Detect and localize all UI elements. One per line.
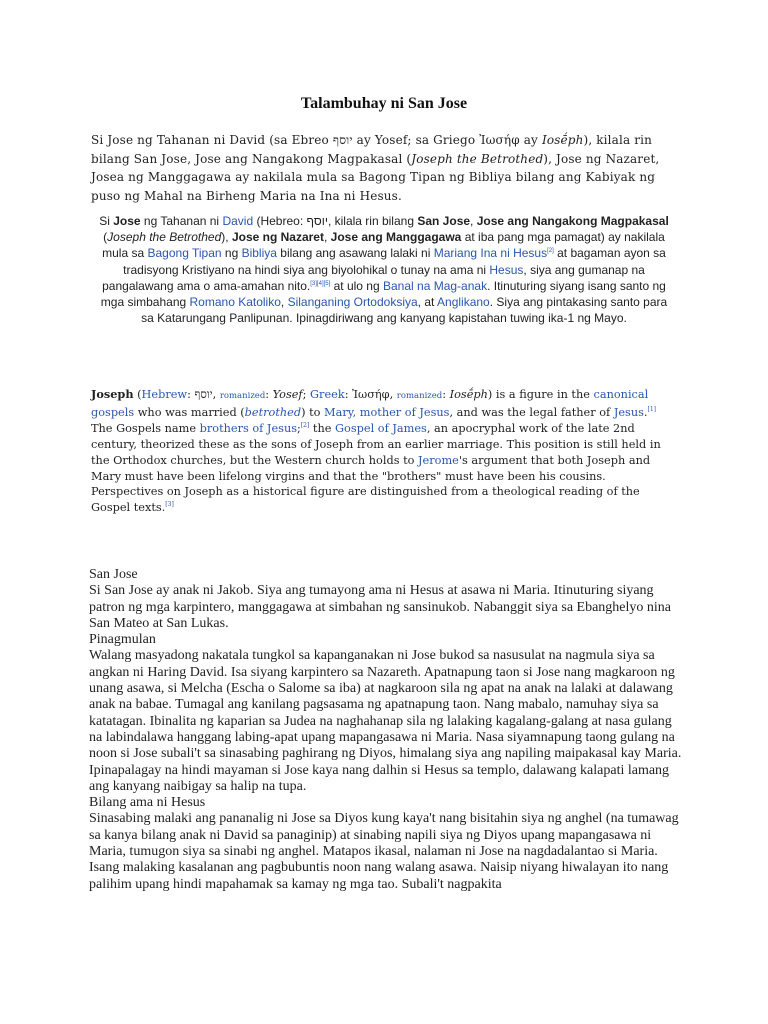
paragraph: Si San Jose ay anak ni Jakob. Siya ang tumayong ama ni Hesus at asawa ni Maria. Itinuturing siyang patron ng mga karpintero, manggagawa at simbahan ng sansinukob. Nabanggit siya sa Ebanghelyo nina San Mateo at San Lukas. [89,583,672,631]
excerpt-text: , [212,388,220,401]
link-david[interactable]: David [222,214,254,228]
excerpt-text: : [265,388,273,401]
excerpt-text: : [344,388,353,401]
heading-bilang-ama: Bilang ama ni Hesus [89,795,206,811]
link-hebrew[interactable]: Hebrew [141,388,188,401]
reference-marker[interactable]: [3] [165,501,174,509]
paragraph: Walang masyadong nakatala tungkol sa kapanganakan ni Jose bukod sa nasusulat na nagmula siya sa angkan ni Haring David. Isa siyang karpintero sa Nazareth. Apatnapung taon si Jose nang magkaroon ng unang asawa, si Melcha (Escha o Salome sa iba) at nagkaroon sila ng apat na anak na lalaki at dalawang anak na babae. Tumagal ang kanilang pagsasama ng apatnapung taon. Nang mabalo, namuhay siya sa katatagan. Ibinalita ng kaparian sa Judea na naghahanap sila ng lalaking kagalang-galang at nasa gulang na labindalawa hanggang labing-apat upang mapangasawa ni Maria. Nasa siyamnapung taong gulang na noon si Jose subali't sa sinasabing paghirang ng Diyos, himalang siya ang napiling maipakasal kay Maria. [89,648,682,762]
excerpt-text: ng [221,246,242,261]
link-greek[interactable]: Greek [310,388,345,401]
intro-paragraph [91,131,681,205]
tagalog-wiki-excerpt [95,213,673,326]
intro-text: ay [519,133,542,147]
link-gospel-of-james[interactable]: Gospel of James [335,421,427,435]
excerpt-text: , an apocryphal work of the late 2nd century, theorized these as the sons of Joseph from an earlier marriage. This position is still held in the Orthodox churches, but the Western church holds to [91,421,661,467]
link-hesus[interactable]: Hesus [489,262,524,277]
bold-manggagawa: Jose ang Manggagawa [330,230,462,245]
excerpt-text: at ulo ng [330,278,383,293]
english-wiki-excerpt [91,387,681,516]
heading-pinagmulan: Pinagmulan [89,632,156,648]
romanized-label[interactable]: romanized [219,391,266,401]
excerpt-text: : [442,388,450,401]
excerpt-text: , at [417,295,438,310]
link-romano-katoliko[interactable]: Romano Katoliko [189,295,281,310]
excerpt-text: ng Tahanan ni [140,214,223,228]
bold-joseph: Joseph [91,387,134,401]
excerpt-text: The Gospels name [91,421,200,435]
page-title: Talambuhay ni San Jose [300,95,468,112]
bold-jose: Jose [113,214,141,228]
excerpt-text: ) to [301,405,325,419]
paragraph: Ipinapalagay na hindi mayaman si Jose kaya nang dalhin si Hesus sa templo, dalawang kalapati lamang ang kanyang naibigay sa halip na tupa. [89,762,670,794]
excerpt-text: bilang ang asawang lalaki ni [276,246,434,261]
link-mary[interactable]: Mary, mother of Jesus [324,405,450,419]
link-jesus[interactable]: Jesus [613,405,644,419]
paragraph: Sinasabing malaki ang pananalig ni Jose sa Diyos kung kaya't nang bisitahin siya ng anghel (na tumawag sa kanya bilang anak ni David sa panaginip) at sinabing napili siya ng Diyos upang mapangasawa ni Maria, tumugon siya sa sinabi ng anghel. Matapos ikasal, nalaman ni Jose na nagdadalantao si Maria. Isang malaking kasalanan ang pagbubuntis noon nang walang asawa. Naisip niyang hiwalayan ito nang palihim upang hindi mapahamak sa kamay ng mga tao. Subali't nagpakita [89,811,679,892]
excerpt-text: ( [133,388,142,401]
excerpt-text: the [309,421,336,435]
excerpt-text: ( [103,230,108,245]
excerpt-text: who was married ( [134,405,245,419]
link-anglikano[interactable]: Anglikano [437,295,490,310]
excerpt-text: . Itinuturing siyang isang santo ng mga simbahang [100,278,666,310]
link-mariang-ina[interactable]: Mariang Ina ni Hesus [433,246,548,261]
greek-name: Ἰωσήφ [352,388,390,401]
hebrew-name: יוסף [306,214,328,228]
ioseph-italic: Iosḗph [541,133,584,147]
excerpt-text: ; [302,388,311,401]
excerpt-text: , kilala rin bilang [327,214,418,228]
hebrew-name: יוסף [194,388,213,401]
link-betrothed[interactable] [245,406,301,419]
excerpt-text: ), [221,230,232,245]
excerpt-text: , and was the legal father of [449,405,614,419]
link-brothers-of-jesus[interactable]: brothers of Jesus [199,421,298,435]
excerpt-text: ; [297,421,301,435]
link-jerome[interactable]: Jerome [418,453,459,467]
romanized-label[interactable]: romanized [396,391,443,401]
hebrew-name: יוסף [332,133,353,147]
intro-text: ), kilala rin bilang San Jose, Jose ang Nangakong Magpakasal ( [91,133,652,166]
excerpt-text: . [643,405,648,419]
reference-marker[interactable]: [1] [647,406,656,414]
italic-ioseph: Iosḗph [449,388,488,401]
bold-nangakong: Jose ang Nangakong Magpakasal [476,214,669,228]
excerpt-text: , [470,214,477,228]
link-banal-na-mag-anak[interactable]: Banal na Mag-anak [383,278,488,293]
excerpt-text: ) is a figure in the [487,388,594,401]
link-silanganing-ortodoksiya[interactable]: Silanganing Ortodoksiya [287,295,418,310]
intro-text: ), Jose ng Nazaret, Josea ng Manggagawa ay nakilala mula sa Bagong Tipan ng Bibliya bilang ang Kabiyak ng puso ng Mahal na Birheng Maria na Ina ni Hesus. [91,151,660,203]
excerpt-text: : [187,388,195,401]
heading-san-jose: San Jose [89,567,138,582]
intro-text: Si Jose ng Tahanan ni David (sa Ebreo [91,133,333,147]
excerpt-text: , [280,295,288,310]
italic-betrothed: betrothed [244,405,302,419]
excerpt-text: . Siya ang pintakasing santo para sa Katarungang Panlipunan. Ipinagdiriwang ang kanyang kapistahan tuwing ika-1 ng Mayo. [141,295,668,326]
excerpt-text: 's argument that both Joseph and Mary must have been lifelong virgins and that the "brothers" must have been his cousins. Perspectives on Joseph as a historical figure are distinguished from a theological reading of the Gospel texts. [91,453,651,515]
bold-nazaret: Jose ng Nazaret [231,230,324,245]
italic-yosef: Yosef [272,388,303,401]
reference-marker[interactable]: [3][4][5] [310,280,331,287]
reference-marker[interactable]: [2] [300,422,310,430]
link-canonical-gospels[interactable]: canonical gospels [91,388,649,419]
betrothed-italic: Joseph the Betrothed [411,151,544,166]
bold-san-jose: San Jose [417,214,471,228]
excerpt-text: at iba pang mga pamagat) ay nakilala mula sa [102,230,665,261]
excerpt-text: , siya ang gumanap na pangalawang ama o ama-amahan nito. [102,262,645,293]
intro-text: ay Yosef; sa Griego [352,133,480,147]
italic-betrothed: Joseph the Betrothed [107,230,222,245]
excerpt-text: (Hebreo: [253,214,307,228]
excerpt-text: Si [99,214,114,228]
body-text [89,567,685,893]
excerpt-text: , [323,230,331,245]
link-bagong-tipan[interactable]: Bagong Tipan [147,246,222,261]
link-bibliya[interactable]: Bibliya [241,246,277,261]
reference-marker[interactable]: [2] [547,248,554,255]
excerpt-text: , [389,388,397,401]
excerpt-text: at bagaman ayon sa tradisyong Kristiyano na hindi siya ang biyolohikal o tunay na ama ni [123,246,666,277]
greek-name: Ἰωσήφ [479,133,520,147]
